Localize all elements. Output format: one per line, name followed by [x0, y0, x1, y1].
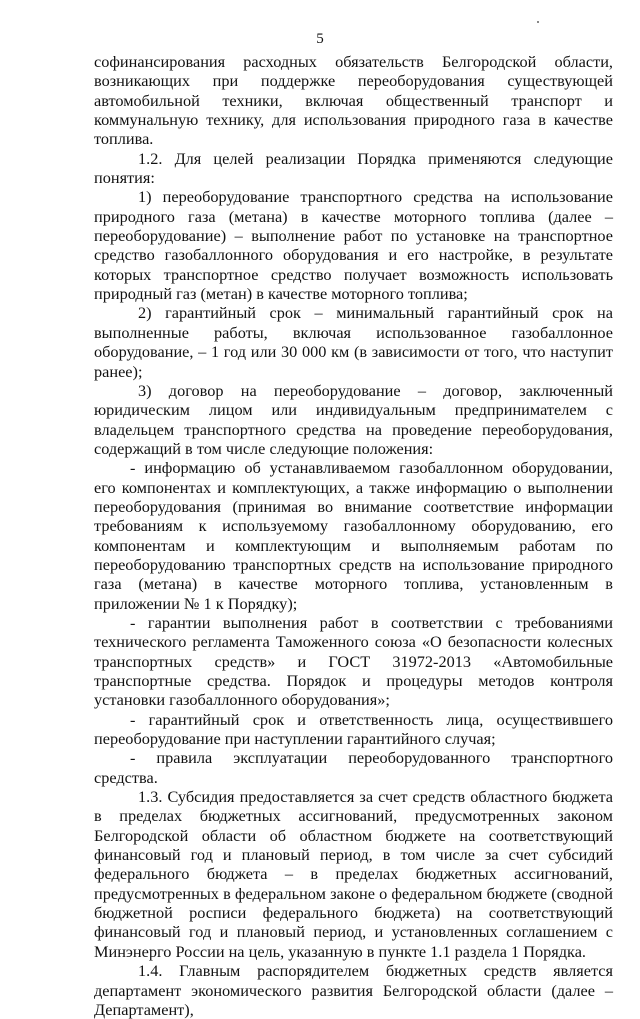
paragraph-1-3: 1.3. Субсидия предоставляется за счет средств областного бюджета в пределах бюджетных ассигнований, предусмотренных законом Белгородской области об областном бюджете на соответствующий финансовый год и плановый период, в том числе за счет субсидий федерального бюджета – в пределах бюджетных ассигнований, предусмотренных в федеральном законе о федеральном бюджете (сводной бюджетной росписи федерального бюджета) на соответствующий финансовый год и плановый период, и установленных соглашением с Минэнерго России на цель, указанную в пункте 1.1 раздела 1 Порядка.: [94, 787, 613, 961]
contract-item-warranty: - гарантийный срок и ответственность лица, осуществившего переоборудование при наступлении гарантийного случая;: [94, 709, 613, 749]
contract-item-operating-rules: - правила эксплуатации переоборудованного транспортного средства.: [94, 748, 613, 787]
contract-item-equipment-info: - информацию об устанавливаемом газобаллонном оборудовании, его компонентах и комплектующих, а также информацию о выполнении переоборудования (принимая во внимание соответствие информации требованиям к используемому газобаллонному оборудованию, его компонентам и комплектующим и выполняемым работам по переоборудованию транспортных средств на использование природного газа (метана) в качестве моторного топлива, установленным в приложении № 1 к Порядку);: [94, 458, 613, 613]
definition-warranty-period: 2) гарантийный срок – минимальный гарантийный срок на выполненные работы, включая использованное газобаллонное оборудование, – 1 год или 30 000 км (в зависимости от того, что наступит ранее);: [94, 303, 613, 381]
page-number: 5: [316, 31, 324, 47]
definition-conversion: 1) переоборудование транспортного средства на использование природного газа (метана) в качестве моторного топлива (далее – переоборудование) – выполнение работ по установке на транспортное средство газобаллонного оборудования и его настройке, в результате которых транспортное средство получает возможность использовать природный газ (метан) в качестве моторного топлива;: [94, 187, 613, 304]
document-body: [94, 52, 613, 1019]
contract-item-guarantees: - гарантии выполнения работ в соответствии с требованиями технического регламента Таможенного союза «О безопасности колесных транспортных средств» и ГОСТ 31972-2013 «Автомобильные транспортные средства. Порядок и процедуры методов контроля установки газобаллонного оборудования»;: [94, 612, 613, 710]
paragraph-cofinancing: софинансирования расходных обязательств Белгородской области, возникающих при поддержке переоборудования существующей автомобильной техники, включая общественный транспорт и коммунальную технику, для использования природного газа в качестве топлива.: [94, 52, 613, 149]
definition-conversion-contract: 3) договор на переоборудование – договор, заключенный юридическим лицом или индивидуальным предпринимателем с владельцем транспортного средства на проведение переоборудования, содержащий в том числе следующие положения:: [94, 380, 613, 458]
paragraph-1-4: 1.4. Главным распорядителем бюджетных средств является департамент экономического развития Белгородской области (далее – Департамент),: [94, 961, 613, 1019]
paragraph-1-2: 1.2. Для целей реализации Порядка применяются следующие понятия:: [94, 148, 613, 188]
scan-speck: [537, 21, 539, 23]
